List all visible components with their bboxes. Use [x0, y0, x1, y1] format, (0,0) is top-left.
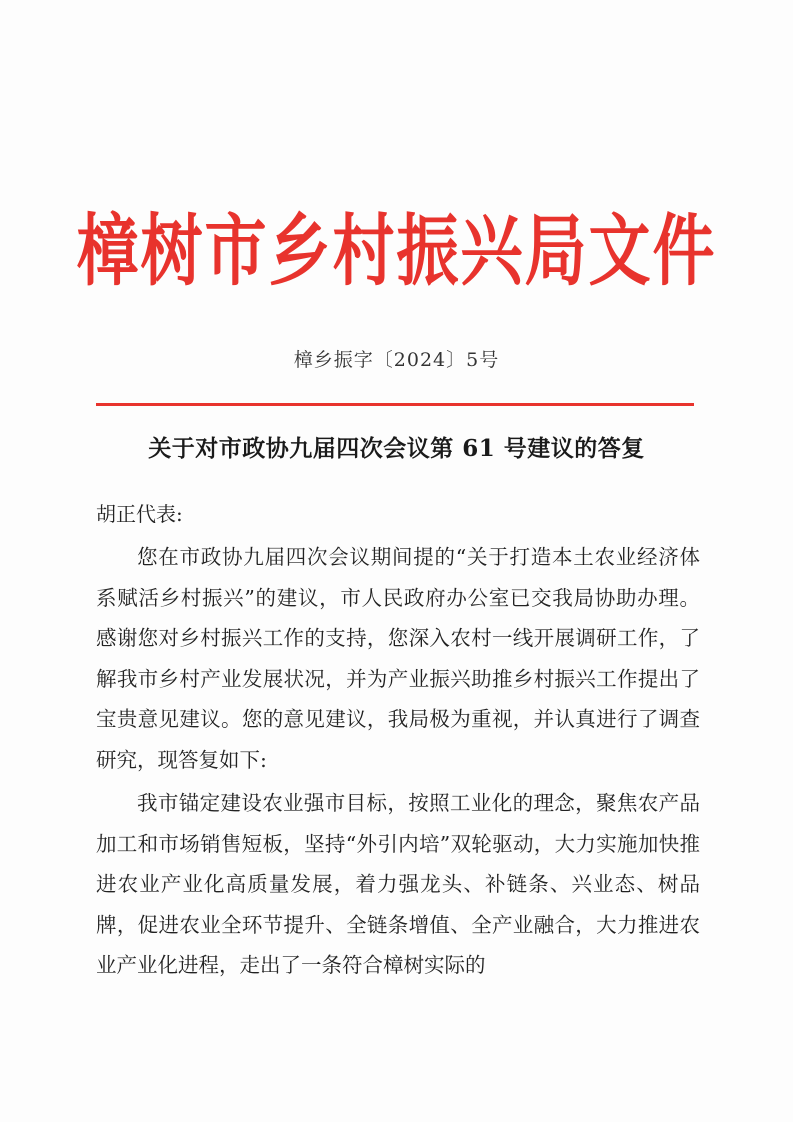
- document-body: [96, 537, 700, 989]
- red-divider-rule: [96, 403, 694, 406]
- salutation: 胡正代表:: [96, 502, 183, 526]
- document-title: 关于对市政协九届四次会议第 61 号建议的答复: [148, 435, 645, 462]
- masthead-title: 樟树市乡村振兴局文件: [76, 205, 717, 297]
- document-number: 樟乡振字〔2024〕5号: [293, 349, 500, 371]
- body-paragraph: 我市锚定建设农业强市目标，按照工业化的理念，聚焦农产品加工和市场销售短板，坚持“外引内培”双轮驱动，大力实施加快推进农业产业化高质量发展，着力强龙头、补链条、兴业态、树品牌，促进农业全环节提升、全链条增值、全产业融合，大力推进农业产业化进程，走出了一条符合樟树实际的: [96, 791, 700, 977]
- body-paragraph: 您在市政协九届四次会议期间提的“关于打造本土农业经济体系赋活乡村振兴”的建议，市人民政府办公室已交我局协助办理。感谢您对乡村振兴工作的支持，您深入农村一线开展调研工作，了解我市乡村产业发展状况，并为产业振兴助推乡村振兴工作提出了宝贵意见建议。您的意见建议，我局极为重视，并认真进行了调查研究，现答复如下:: [96, 545, 700, 772]
